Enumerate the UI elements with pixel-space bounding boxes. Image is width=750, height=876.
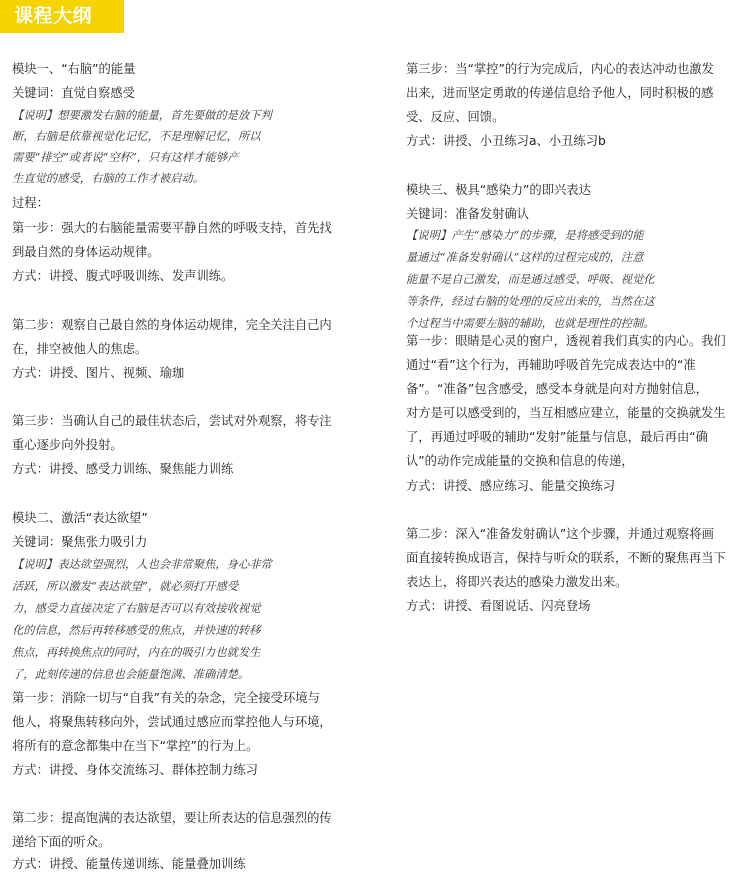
module-2-step-1-line: 将所有的意念都集中在当下“掌控”的行为上。 (12, 739, 259, 753)
module-1-step-1-line: 到最自然的身体运动规律。 (12, 245, 160, 259)
module-1-note-line: 生直觉的感受，右脑的工作才被启动。 (12, 172, 205, 185)
module-1-step-2-line: 在，排空被他人的焦虑。 (12, 342, 148, 356)
module-1-keyword: 关键词：直觉自察感受 (12, 86, 135, 100)
module-3-step-1-line: 通过“看”这个行为，再辅助呼吸首先完成表达中的“准 (406, 358, 696, 372)
module-2-note-line: 了，此刻传递的信息也会能量饱满、准确清楚。 (12, 668, 250, 681)
module-3-title: 模块三、极具“感染力”的即兴表达 (406, 183, 591, 197)
module-1-step-2-line: 第二步：观察自己最自然的身体运动规律，完全关注自己内 (12, 318, 332, 332)
process-label: 过程： (12, 196, 49, 210)
module-2-step-3-line: 受、反应、回馈。 (406, 110, 505, 124)
module-3-step-2-line: 表达上，将即兴表达的感染力激发出来。 (406, 575, 628, 589)
module-3-step-1-line: 备”。“准备”包含感受，感受本身就是向对方抛射信息， (406, 382, 708, 396)
module-2-note-line: 活跃，所以激发“表达欲望”，就必须打开感受 (12, 580, 239, 593)
module-3-step-2-line: 面直接转换成语言，保持与听众的联系，不断的聚焦再当下 (406, 551, 726, 565)
module-2-step-2-line: 第二步：提高饱满的表达欲望，要让所表达的信息强烈的传 (12, 811, 332, 825)
module-2-step-3-method: 方式：讲授、小丑练习a、小丑练习b (406, 134, 606, 148)
module-3-step-2-method: 方式：讲授、看图说话、闪亮登场 (406, 599, 591, 613)
module-3-step-2-line: 第二步：深入“准备发射确认”这个步骤，并通过观察将画 (406, 527, 714, 541)
page-title: 课程大纲 (14, 5, 93, 27)
module-2-step-2-method: 方式：讲授、能量传递训练、能量叠加训练 (12, 857, 246, 871)
module-2-step-2-line: 递给下面的听众。 (12, 835, 111, 849)
module-2-note-line: 焦点，再转换焦点的同时，内在的吸引力也就发生 (12, 646, 261, 659)
module-2-note-line: 力，感受力直接决定了右脑是否可以有效接收视觉 (12, 602, 261, 615)
module-1-step-3-line: 第三步：当确认自己的最佳状态后，尝试对外观察，将专注 (12, 414, 332, 428)
module-1-note-line: 断，右脑是依靠视觉化记忆，不是理解记忆，所以 (12, 130, 261, 143)
module-2-step-1-line: 他人，将聚焦转移向外，尝试通过感应而掌控他人与环境， (12, 715, 332, 729)
module-2-keyword: 关键词：聚焦张力吸引力 (12, 535, 148, 549)
module-3-note-line: 个过程当中需要左脑的辅助，也就是理性的控制。 (406, 317, 655, 330)
module-2-step-1-line: 第一步：消除一切与“自我”有关的杂念，完全接受环境与 (12, 691, 320, 705)
module-2-step-3-line: 出来，进而坚定勇敢的传递信息给予他人，同时积极的感 (406, 86, 714, 100)
module-3-step-1-line: 第一步：眼睛是心灵的窗户，透视着我们真实的内心。我们 (406, 334, 726, 348)
module-1-note-line: 【说明】想要激发右脑的能量，首先要做的是放下判 (12, 109, 272, 122)
module-3-note-line: 【说明】产生“感染力”的步骤，是将感受到的能 (406, 229, 644, 242)
module-2-note-line: 【说明】表达欲望强烈，人也会非常聚焦，身心非常 (12, 558, 272, 571)
module-1-step-3-method: 方式：讲授、感受力训练、聚焦能力训练 (12, 462, 234, 476)
module-1-step-1-line: 第一步：强大的右脑能量需要平静自然的呼吸支持，首先找 (12, 221, 332, 235)
module-1-step-2-method: 方式：讲授、图片、视频、瑜珈 (12, 366, 185, 380)
module-1-step-3-line: 重心逐步向外投射。 (12, 438, 123, 452)
module-2-title: 模块二、激活“表达欲望” (12, 511, 148, 525)
module-1-note-line: 需要“排空”或者说“空杯”，只有这样才能够产 (12, 151, 239, 164)
module-3-step-1-method: 方式：讲授、感应练习、能量交换练习 (406, 479, 616, 493)
module-3-step-1-line: 认”的动作完成能量的交换和信息的传递， (406, 454, 634, 468)
module-2-step-1-method: 方式：讲授、身体交流练习、群体控制力练习 (12, 763, 258, 777)
module-2-step-3-line: 第三步：当“掌控”的行为完成后，内心的表达冲动也激发 (406, 62, 714, 76)
module-3-note-line: 量通过“准备发射确认”这样的过程完成的，注意 (406, 251, 644, 264)
header-bar (0, 0, 124, 33)
module-3-note-line: 能量不是自己激发，而是通过感受、呼吸、视觉化 (406, 273, 655, 286)
module-1-step-1-method: 方式：讲授、腹式呼吸训练、发声训练。 (12, 269, 234, 283)
module-2-note-line: 化的信息，然后再转移感受的焦点，并快速的转移 (12, 624, 261, 637)
module-3-note-line: 等条件，经过右脑的处理的反应出来的，当然在这 (406, 295, 655, 308)
module-3-keyword: 关键词：准备发射确认 (406, 207, 529, 221)
module-1-title: 模块一、“右脑”的能量 (12, 62, 136, 76)
module-3-step-1-line: 对方是可以感受到的，当互相感应建立，能量的交换就发生 (406, 406, 726, 420)
module-3-step-1-line: 了，再通过呼吸的辅助“发射”能量与信息，最后再由“确 (406, 430, 708, 444)
